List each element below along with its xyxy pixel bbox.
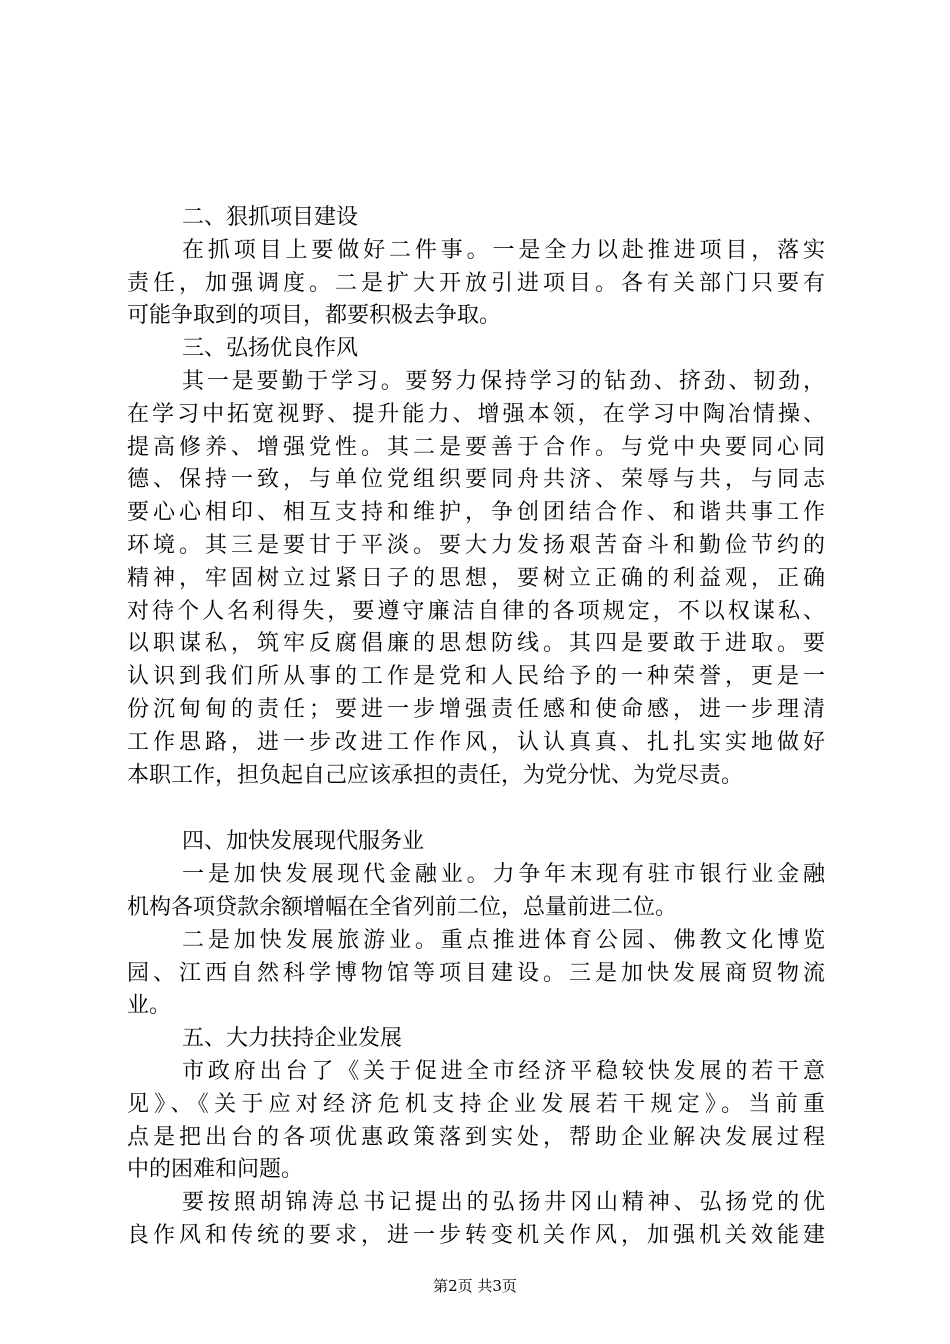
text-line: 其一是要勤于学习。要努力保持学习的钻劲、挤劲、韧劲， [182, 368, 825, 394]
text-line: 园、江西自然科学博物馆等项目建设。三是加快发展商贸物流 [127, 960, 825, 986]
text-line: 在抓项目上要做好二件事。一是全力以赴推进项目，落实 [182, 237, 825, 263]
text-line: 一是加快发展现代金融业。力争年末现有驻市银行业金融 [182, 862, 825, 888]
text-line: 见》、《关于应对经济危机支持企业发展若干规定》。当前重 [127, 1091, 825, 1117]
page-footer: 第2页 共3页 [433, 1277, 517, 1295]
text-line: 本职工作，担负起自己应该承担的责任，为党分忧、为党尽责。 [127, 762, 744, 788]
text-line: 市政府出台了《关于促进全市经济平稳较快发展的若干意 [182, 1058, 825, 1084]
text-line: 份沉甸甸的责任；要进一步增强责任感和使命感，进一步理清 [127, 696, 825, 722]
text-line: 中的困难和问题。 [127, 1157, 304, 1183]
text-line: 要心心相印、相互支持和维护，争创团结合作、和谐共事工作 [127, 500, 825, 526]
text-line: 德、保持一致，与单位党组织要同舟共济、荣辱与共，与同志 [127, 467, 825, 493]
text-line: 以职谋私，筑牢反腐倡廉的思想防线。其四是要敢于进取。要 [127, 631, 825, 657]
text-line: 责任，加强调度。二是扩大开放引进项目。各有关部门只要有 [127, 270, 825, 296]
text-line: 在学习中拓宽视野、提升能力、增强本领，在学习中陶冶情操、 [127, 401, 825, 427]
text-line: 认识到我们所从事的工作是党和人民给予的一种荣誉，更是一 [127, 664, 825, 690]
text-line: 环境。其三是要甘于平淡。要大力发扬艰苦奋斗和勤俭节约的 [127, 532, 825, 558]
text-line: 二、狠抓项目建设 [182, 205, 359, 230]
text-block-2 [127, 826, 825, 1252]
text-line: 对待个人名利得失，要遵守廉洁自律的各项规定，不以权谋私、 [127, 598, 825, 624]
text-line: 点是把出台的各项优惠政策落到实处，帮助企业解决发展过程 [127, 1124, 825, 1150]
text-line: 五、大力扶持企业发展 [182, 1026, 403, 1052]
text-line: 精神，牢固树立过紧日子的思想，要树立正确的利益观，正确 [127, 565, 825, 591]
document-body [127, 202, 825, 1253]
text-block-1 [127, 202, 825, 792]
text-line: 要按照胡锦涛总书记提出的弘扬井冈山精神、弘扬党的优 [182, 1190, 825, 1216]
text-line: 可能争取到的项目，都要积极去争取。 [127, 303, 502, 329]
text-line: 四、加快发展现代服务业 [182, 829, 425, 855]
text-line: 业。 [127, 993, 172, 1019]
text-line: 良作风和传统的要求，进一步转变机关作风，加强机关效能建 [127, 1222, 825, 1248]
text-line: 三、弘扬优良作风 [182, 336, 359, 362]
text-line: 提高修养、增强党性。其二是要善于合作。与党中央要同心同 [127, 434, 825, 460]
paragraph-gap [127, 792, 825, 826]
text-line: 机构各项贷款余额增幅在全省列前二位，总量前进二位。 [127, 894, 678, 920]
text-line: 工作思路，进一步改进工作作风，认认真真、扎扎实实地做好 [127, 729, 825, 755]
text-line: 二是加快发展旅游业。重点推进体育公园、佛教文化博览 [182, 927, 825, 953]
